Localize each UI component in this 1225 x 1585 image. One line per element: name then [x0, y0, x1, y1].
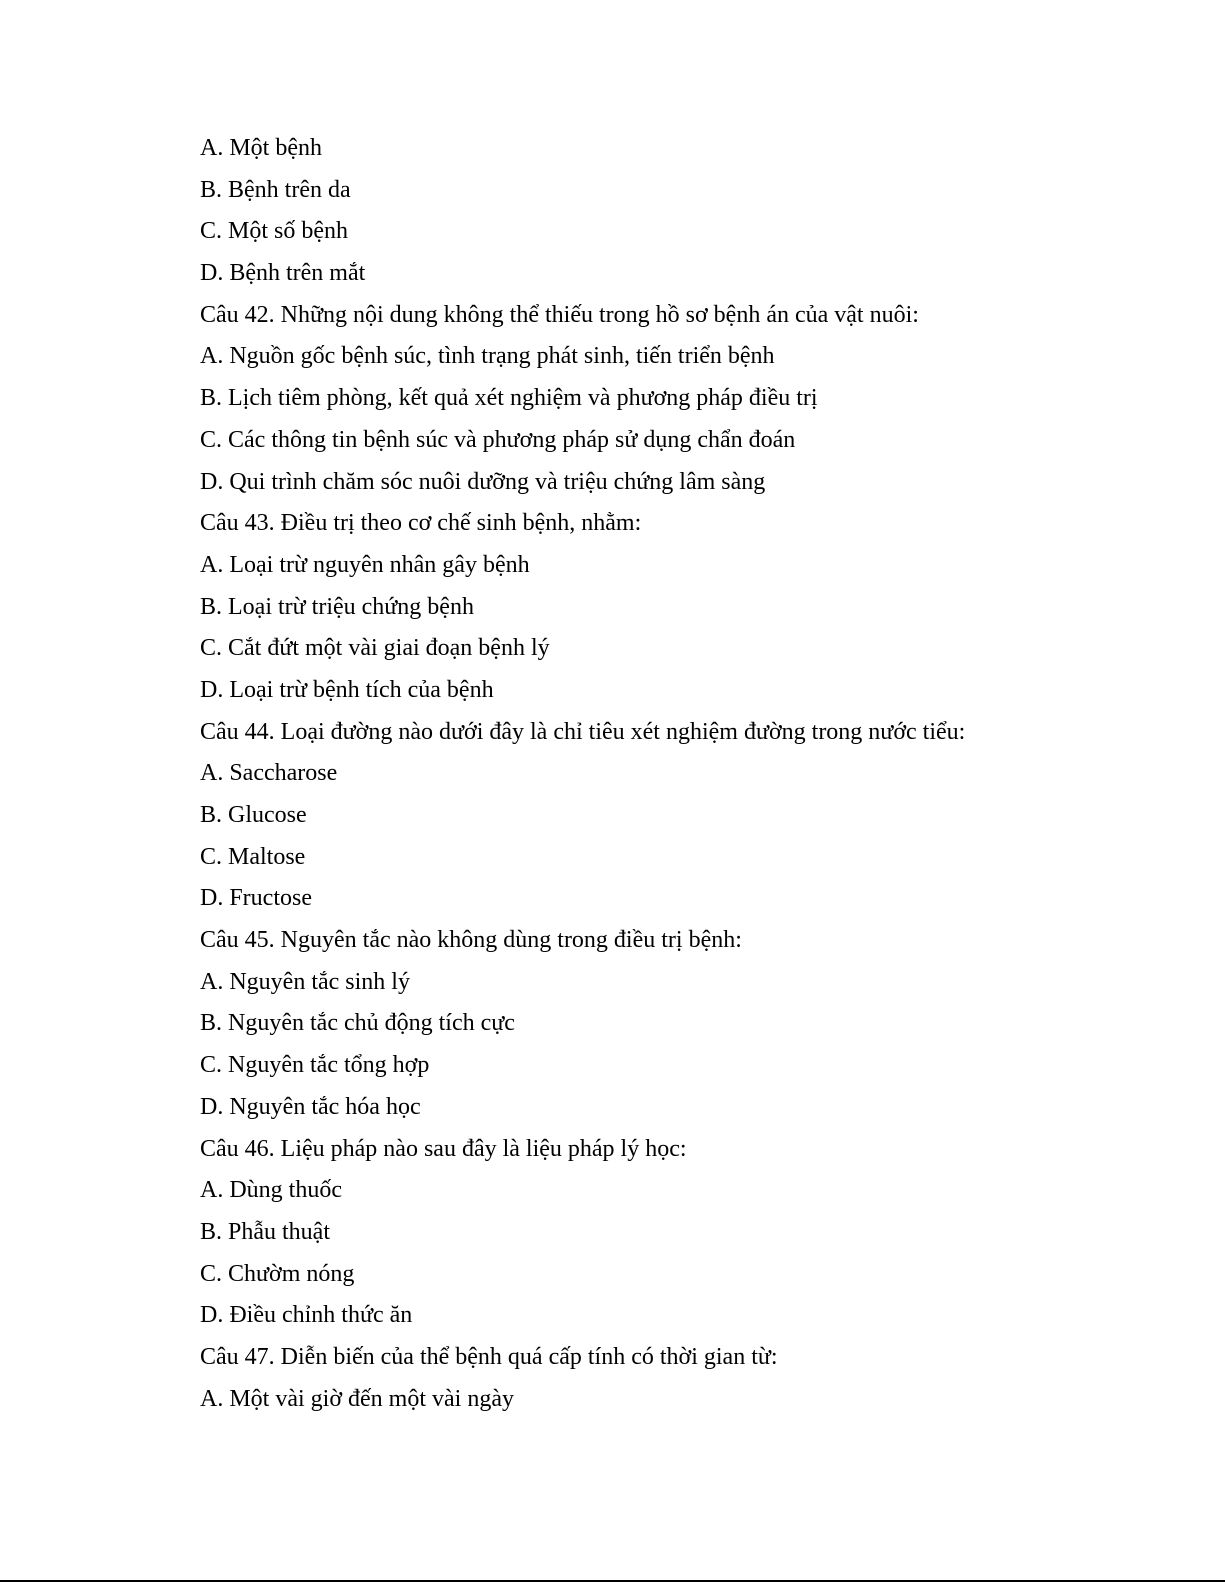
answer-option: B. Bệnh trên da [200, 176, 351, 203]
answer-option: A. Nguồn gốc bệnh súc, tình trạng phát sinh, tiến triển bệnh [200, 343, 775, 370]
answer-option: A. Một bệnh [200, 135, 322, 161]
answer-option: D. Qui trình chăm sóc nuôi dưỡng và triệu chứng lâm sàng [200, 468, 766, 495]
question-42: Câu 42. Những nội dung không thể thiếu trong hồ sơ bệnh án của vật nuôi: [200, 301, 919, 328]
answer-option: A. Loại trừ nguyên nhân gây bệnh [200, 551, 530, 578]
answer-option: C. Các thông tin bệnh súc và phương pháp sử dụng chẩn đoán [200, 426, 796, 453]
answer-option: D. Nguyên tắc hóa học [200, 1093, 421, 1120]
answer-option: A. Saccharose [200, 760, 338, 787]
question-47: Câu 47. Diễn biến của thể bệnh quá cấp tính có thời gian từ: [200, 1343, 778, 1370]
question-45: Câu 45. Nguyên tắc nào không dùng trong điều trị bệnh: [200, 927, 742, 954]
answer-option: D. Điều chỉnh thức ăn [200, 1302, 413, 1329]
document-body [200, 128, 1180, 1420]
question-43: Câu 43. Điều trị theo cơ chế sinh bệnh, nhằm: [200, 510, 642, 537]
answer-option: D. Fructose [200, 885, 312, 912]
page-bottom-rule [0, 1580, 1225, 1582]
answer-option: B. Nguyên tắc chủ động tích cực [200, 1010, 515, 1037]
answer-option: D. Loại trừ bệnh tích của bệnh [200, 676, 494, 703]
answer-option: C. Một số bệnh [200, 218, 349, 245]
answer-option: B. Lịch tiêm phòng, kết quả xét nghiệm và phương pháp điều trị [200, 385, 818, 412]
answer-option: C. Maltose [200, 843, 306, 870]
question-44: Câu 44. Loại đường nào dưới đây là chỉ tiêu xét nghiệm đường trong nước tiểu: [200, 718, 966, 745]
answer-option: C. Cắt đứt một vài giai đoạn bệnh lý [200, 635, 550, 662]
answer-option: B. Glucose [200, 802, 307, 828]
answer-option: A. Dùng thuốc [200, 1177, 342, 1204]
answer-option: C. Nguyên tắc tổng hợp [200, 1052, 430, 1079]
answer-option: A. Một vài giờ đến một vài ngày [200, 1385, 514, 1412]
answer-option: B. Loại trừ triệu chứng bệnh [200, 593, 474, 620]
answer-option: B. Phẫu thuật [200, 1218, 330, 1245]
answer-option: C. Chườm nóng [200, 1260, 355, 1287]
answer-option: D. Bệnh trên mắt [200, 260, 366, 287]
answer-option: A. Nguyên tắc sinh lý [200, 968, 410, 995]
question-46: Câu 46. Liệu pháp nào sau đây là liệu pháp lý học: [200, 1135, 687, 1162]
